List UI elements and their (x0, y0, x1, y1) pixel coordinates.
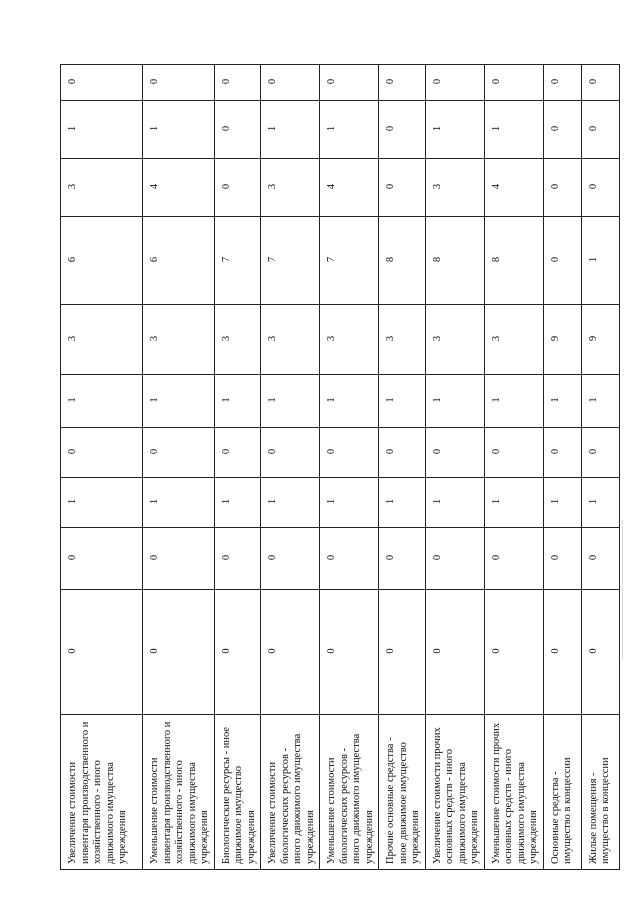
code-cell: 0 (581, 101, 619, 159)
table-row (484, 65, 543, 870)
scan-artifact (622, 520, 623, 660)
code-cell: 0 (214, 159, 261, 217)
code-cell: 4 (320, 159, 379, 217)
code-cell: 3 (425, 305, 484, 375)
code-cell: 0 (425, 428, 484, 478)
code-cell: 1 (143, 478, 215, 528)
code-cell: 0 (543, 159, 581, 217)
code-cell: 1 (581, 478, 619, 528)
code-cell: 0 (543, 101, 581, 159)
code-cell: 1 (425, 375, 484, 428)
code-cell: 0 (261, 528, 320, 590)
code-cell: 0 (543, 428, 581, 478)
table-row (61, 65, 143, 870)
code-cell: 1 (425, 101, 484, 159)
table-row (214, 65, 261, 870)
code-cell: 1 (261, 478, 320, 528)
code-cell: 0 (581, 528, 619, 590)
code-cell: 8 (484, 217, 543, 305)
code-cell: 0 (320, 65, 379, 101)
table-row (543, 65, 581, 870)
code-cell: 3 (261, 159, 320, 217)
code-cell: 0 (61, 65, 143, 101)
code-cell: 3 (320, 305, 379, 375)
code-cell: 3 (425, 159, 484, 217)
table-row (320, 65, 379, 870)
table-row (581, 65, 619, 870)
code-cell: 1 (320, 101, 379, 159)
accounts-table (60, 64, 620, 870)
code-cell: 0 (379, 590, 426, 715)
code-cell: 1 (543, 478, 581, 528)
account-name-cell: Основные средства - имущество в концессии (543, 715, 581, 870)
code-cell: 0 (143, 428, 215, 478)
code-cell: 3 (61, 159, 143, 217)
account-name-cell: Уменьшение стоимости инвентаря производственного и хозяйственного - иного движимого имущества учреждения (143, 715, 215, 870)
code-cell: 0 (379, 528, 426, 590)
code-cell: 0 (543, 65, 581, 101)
code-cell: 0 (484, 428, 543, 478)
code-cell: 1 (543, 375, 581, 428)
code-cell: 0 (143, 590, 215, 715)
code-cell: 0 (320, 590, 379, 715)
code-cell: 0 (214, 590, 261, 715)
code-cell: 0 (320, 528, 379, 590)
code-cell: 1 (261, 101, 320, 159)
code-cell: 0 (484, 590, 543, 715)
code-cell: 0 (425, 528, 484, 590)
code-cell: 0 (379, 159, 426, 217)
code-cell: 1 (581, 217, 619, 305)
code-cell: 0 (379, 428, 426, 478)
code-cell: 0 (61, 428, 143, 478)
code-cell: 0 (425, 590, 484, 715)
code-cell: 3 (143, 305, 215, 375)
account-name-cell: Уменьшение стоимости прочих основных средств - иного движимого имущества учреждения (484, 715, 543, 870)
code-cell: 1 (214, 478, 261, 528)
code-cell: 0 (543, 528, 581, 590)
code-cell: 7 (261, 217, 320, 305)
account-name-cell: Увеличение стоимости биологических ресурсов - иного движимого имущества учреждения (261, 715, 320, 870)
code-cell: 1 (484, 375, 543, 428)
code-cell: 0 (214, 65, 261, 101)
code-cell: 1 (261, 375, 320, 428)
table-row (143, 65, 215, 870)
code-cell: 0 (581, 159, 619, 217)
code-cell: 0 (543, 217, 581, 305)
code-cell: 1 (61, 101, 143, 159)
code-cell: 1 (581, 375, 619, 428)
code-cell: 0 (261, 428, 320, 478)
code-cell: 1 (320, 375, 379, 428)
code-cell: 0 (214, 101, 261, 159)
code-cell: 3 (484, 305, 543, 375)
code-cell: 0 (484, 65, 543, 101)
account-name-cell: Жилые помещения - имущество в концессии (581, 715, 619, 870)
table-row (425, 65, 484, 870)
code-cell: 8 (425, 217, 484, 305)
code-cell: 0 (214, 428, 261, 478)
code-cell: 7 (320, 217, 379, 305)
code-cell: 9 (581, 305, 619, 375)
code-cell: 1 (379, 478, 426, 528)
account-name-cell: Биологические ресурсы - иное движимое имущество учреждения (214, 715, 261, 870)
account-name-cell: Увеличение стоимости инвентаря производственного и хозяйственного - иного движимого имущества учреждения (61, 715, 143, 870)
code-cell: 1 (379, 375, 426, 428)
code-cell: 0 (543, 590, 581, 715)
code-cell: 0 (261, 65, 320, 101)
code-cell: 0 (581, 428, 619, 478)
code-cell: 3 (61, 305, 143, 375)
code-cell: 1 (61, 478, 143, 528)
code-cell: 8 (379, 217, 426, 305)
code-cell: 0 (379, 101, 426, 159)
rotated-table-container (60, 65, 611, 870)
code-cell: 0 (379, 65, 426, 101)
code-cell: 1 (425, 478, 484, 528)
code-cell: 1 (143, 375, 215, 428)
table-row (261, 65, 320, 870)
code-cell: 0 (484, 528, 543, 590)
code-cell: 1 (143, 101, 215, 159)
table-body (61, 65, 620, 870)
code-cell: 4 (143, 159, 215, 217)
code-cell: 1 (61, 375, 143, 428)
code-cell: 6 (143, 217, 215, 305)
code-cell: 0 (61, 590, 143, 715)
code-cell: 6 (61, 217, 143, 305)
code-cell: 3 (214, 305, 261, 375)
code-cell: 0 (143, 65, 215, 101)
code-cell: 4 (484, 159, 543, 217)
code-cell: 3 (261, 305, 320, 375)
code-cell: 0 (143, 528, 215, 590)
account-name-cell: Прочие основные средства - иное движимое имущество учреждения (379, 715, 426, 870)
account-name-cell: Уменьшение стоимости биологических ресурсов - иного движимого имущества учреждения (320, 715, 379, 870)
code-cell: 0 (581, 65, 619, 101)
code-cell: 0 (261, 590, 320, 715)
code-cell: 0 (320, 428, 379, 478)
code-cell: 0 (425, 65, 484, 101)
code-cell: 0 (214, 528, 261, 590)
code-cell: 0 (61, 528, 143, 590)
code-cell: 3 (379, 305, 426, 375)
code-cell: 7 (214, 217, 261, 305)
code-cell: 1 (214, 375, 261, 428)
code-cell: 1 (484, 478, 543, 528)
code-cell: 9 (543, 305, 581, 375)
table-row (379, 65, 426, 870)
code-cell: 1 (484, 101, 543, 159)
account-name-cell: Увеличение стоимости прочих основных средств - иного движимого имущества учреждения (425, 715, 484, 870)
code-cell: 0 (581, 590, 619, 715)
code-cell: 1 (320, 478, 379, 528)
